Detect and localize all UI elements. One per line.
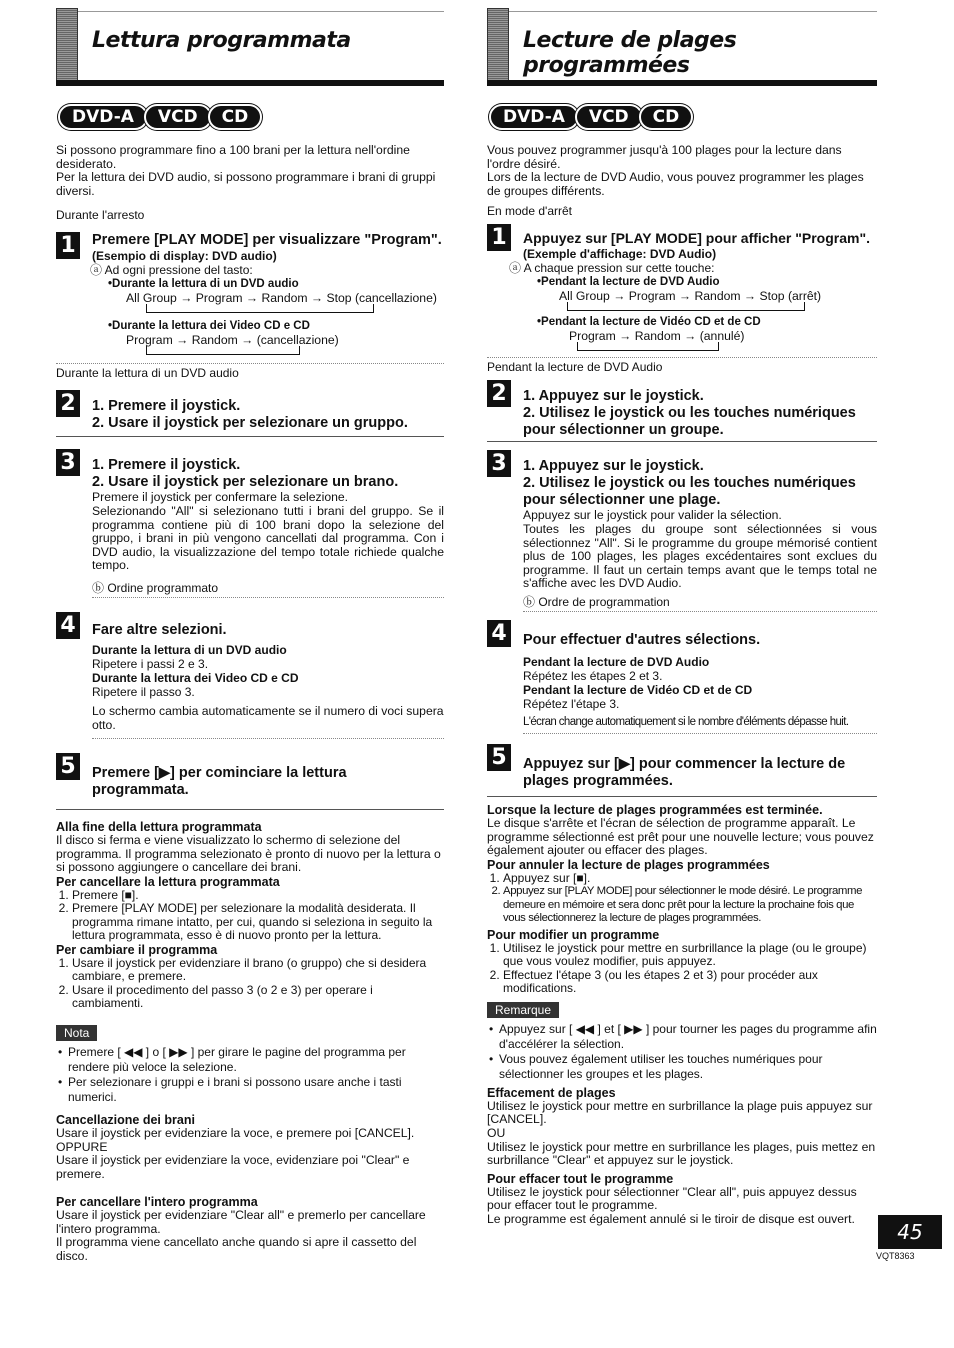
change-step: 2. Effectuez l'étape 3 (ou les étapes 2 et 3) pour procéder aux modifications. [503,969,877,996]
step-title: Appuyez sur [PLAY MODE] pour afficher "Program". [523,230,870,247]
delete-text: Utilisez le joystick pour mettre en surbrillance la plage puis appuyez sur [CANCEL]. [487,1098,873,1127]
step-5 [487,744,877,797]
step-number: 5 [487,744,511,771]
step-4 [487,620,877,649]
mode-label: En mode d'arrêt [487,204,573,219]
clear-all-text: Il programma viene cancellato anche quando si apre il cassetto del disco. [56,1235,417,1264]
vcd-mode-cycle: Program → Random → (cancellazione) [126,333,339,348]
page-number: 45 [878,1215,942,1249]
dvd-label: •Pendant la lecture de DVD Audio [537,276,720,289]
french-column [487,0,877,1226]
step-line: 2. Usare il joystick per selezionare un gruppo. [92,415,408,432]
step-title: Premere [PLAY MODE] per visualizzare "Program". [92,232,442,249]
cancel-step: 1. Appuyez sur [■]. [503,872,877,886]
vcd-badge: VCD [144,104,212,130]
mode-label: Durante l'arresto [56,208,145,223]
cancel-heading: Pour annuler la lecture de plages programmées [487,857,770,872]
program-order-note: ⓑ Ordre de programmation [523,595,877,612]
step-title: Premere [▶] per cominciare la lettura programmata. [92,765,347,799]
change-step: 1. Usare il joystick per evidenziare il brano (o gruppo) che si desidera cambiare, e premere. [72,957,444,984]
step-2 [487,380,877,442]
note-item: • Appuyez sur [ ◀◀ ] et [ ▶▶ ] pour tourner les pages du programme afin d'accélérer la sélection. [499,1022,877,1052]
step-2 [56,390,444,437]
step-text: Répétez l'étape 3. [523,696,620,711]
italian-column [56,0,444,1264]
step-text: Toutes les plages du groupe sont sélectionnées si vous sélectionnez "All". Si le programme du groupe mémorisé contient plus de 100 plages, les plages excédentaires sont exclues du programme. Il faut un certain temps avant que le temps total ne s'affiche avec les DVD Audio. [523,521,877,591]
step-line: 2. Utilisez le joystick ou les touches numériques pour sélectionner un groupe. [523,405,856,439]
clear-all-text: Usare il joystick per evidenziare "Clear all" e premerlo per cancellare l'intero programma. [56,1208,426,1236]
delete-heading: Effacement de plages [487,1085,616,1100]
step-number: 3 [487,450,511,477]
change-heading: Per cambiare il programma [56,942,218,957]
step-title: Pour effectuer d'autres sélections. [523,631,761,648]
note-item: • Vous pouvez également utiliser les touches numériques pour sélectionner les groupes et les plages. [499,1052,877,1082]
end-text: Le disque s'arrête et l'écran de sélection de programme apparaît. Le programme sélectionné est prêt pour une nouvelle lecture; vous pouvez également ajouter ou effacer des plages. [487,815,874,858]
step-3 [56,449,444,491]
step-number: 1 [56,232,80,259]
end-text: Il disco si ferma e viene visualizzato lo schermo di selezione del programma. Il programma selezionato è pronto di nuovo per la lettura o si possono aggiungere o cancellare dei brani. [56,833,441,875]
cancel-step: 2. Appuyez sur [PLAY MODE] pour sélectionner le mode désiré. Le programme demeure en mémoire et sera donc prêt pour la lecture la prochaine fois que vous sélectionnerez la lecture de plages programmées. [503,885,877,926]
document-code: VQT8363 [876,1251,915,1261]
delete-heading: Cancellazione dei brani [56,1112,195,1127]
step-number: 2 [56,390,80,417]
delete-text: Utilisez le joystick pour mettre en surbrillance les plages, puis mettez en surbrillance "Clear" et appuyez sur le joystick. [487,1139,876,1168]
step-line: 1. Premere il joystick. [92,398,241,415]
cycle-arrow [146,304,374,313]
clear-all-text: Le programme est également annulé si le tiroir de disque est ouvert. [487,1211,855,1226]
dvd-label: Durante la lettura di un DVD audio [92,642,287,657]
step-text: Premere il joystick per confermare la selezione. [92,490,349,505]
step-5 [56,753,444,810]
clear-all-heading: Per cancellare l'intero programma [56,1195,258,1210]
disc-badges [489,104,877,130]
step-text: Ripetere il passo 3. [92,684,195,699]
step-1 [56,232,444,263]
note-tag: Remarque [487,1002,559,1018]
dvd-separator: Durante la lettura di un DVD audio [56,363,444,380]
cycle-arrow [577,342,719,351]
step-4 [56,612,444,639]
intro-text: Lors de la lecture de DVD Audio, vous pouvez programmer les plages de groupes différents. [487,170,864,198]
header-bar [56,8,78,82]
step-text: Appuyez sur le joystick pour valider la sélection. [523,508,782,523]
delete-text: Usare il joystick per evidenziare la voce, e premere poi [CANCEL]. [56,1125,415,1140]
dvd-separator: Pendant la lecture de DVD Audio [487,357,877,374]
end-heading: Alla fine della lettura programmata [56,820,262,835]
section-header [56,8,444,88]
cancel-step: 2. Premere [PLAY MODE] per selezionare la modalità desiderata. Il programma rimane intatto, per cui, quando si seleziona in seguito la lettura programmata, esso è di nuovo pronto per la lettura. [72,902,444,943]
dvd-mode-cycle: All Group → Program → Random → Stop (cancellazione) [126,291,437,306]
step-number: 3 [56,449,80,476]
intro-text: Vous pouvez programmer jusqu'à 100 plages pour la lecture dans l'ordre désiré. [487,143,842,171]
cd-badge: CD [639,104,694,130]
screen-change-note: L'écran change automatiquement si le nombre d'éléments dépasse huit. [523,715,877,734]
display-example: (Exemple d'affichage: DVD Audio) [523,247,717,262]
step-number: 4 [487,620,511,647]
step-number: 2 [487,380,511,407]
dvd-label: •Durante la lettura di un DVD audio [108,278,299,291]
change-step: 2. Usare il procedimento del passo 3 (o 2 e 3) per operare i cambiamenti. [72,984,444,1011]
step-text: Selezionando "All" si selezionano tutti i brani del gruppo. Se il programma contiene più di 100 brani dopo la selezione del gruppo, i brani in più vengono cancellati dal programma. Con i DVD audio, la visualizzazione del tempo totale richiede qualche tempo. [92,503,444,573]
cd-badge: CD [208,104,263,130]
dvd-label: Pendant la lecture de DVD Audio [523,654,710,669]
vcd-label: Pendant la lecture de Vidéo CD et de CD [523,682,753,697]
note-item: • Premere [ ◀◀ ] o [ ▶▶ ] per girare le pagine del programma per rendere più veloce la selezione. [68,1045,444,1075]
header-bar [487,8,509,82]
step-title: Appuyez sur [▶] pour commencer la lecture de plages programmées. [523,755,846,789]
note-item: • Per selezionare i gruppi e i brani si possono usare anche i tasti numerici. [68,1075,444,1105]
cancel-heading: Per cancellare la lettura programmata [56,874,280,889]
delete-or: OPPURE [56,1139,108,1154]
step-3 [487,450,877,509]
intro-text: Si possono programmare fino a 100 brani per la lettura nell'ordine desiderato. [56,143,410,171]
vcd-badge: VCD [575,104,643,130]
step-line: 1. Appuyez sur le joystick. [523,458,704,475]
disc-badges [58,104,444,130]
step-text: Répétez les étapes 2 et 3. [523,668,663,683]
cycle-arrow [567,302,805,311]
step-line: 2. Utilisez le joystick ou les touches numériques pour sélectionner une plage. [523,475,856,509]
step-number: 4 [56,612,80,639]
change-step: 1. Utilisez le joystick pour mettre en surbrillance la plage (ou le groupe) que vous voulez modifier, puis appuyez. [503,942,877,969]
step-number: 1 [487,224,511,251]
intro-text: Per la lettura dei DVD audio, si possono programmare i brani di gruppi diversi. [56,170,436,198]
display-example: (Esempio di display: DVD audio) [92,249,277,264]
step-line: 1. Premere il joystick. [92,457,241,474]
section-header [487,8,877,88]
press-note: ⓐ Ad ogni pressione del tasto: [90,263,253,278]
clear-all-text: Utilisez le joystick pour sélectionner "Clear all", puis appuyez dessus pour effacer tout le programme. [487,1184,857,1213]
delete-or: OU [487,1125,506,1140]
program-order-note: ⓑ Ordine programmato [92,581,444,598]
section-title: Lettura programmata [92,28,351,53]
end-heading: Lorsque la lecture de plages programmées est terminée. [487,802,823,817]
step-line: 1. Appuyez sur le joystick. [523,388,704,405]
clear-all-heading: Pour effacer tout le programme [487,1171,674,1186]
vcd-mode-cycle: Program → Random → (annulé) [569,329,745,344]
vcd-label: •Pendant la lecture de Vidéo CD et de CD [537,316,761,329]
change-heading: Pour modifier un programme [487,927,660,942]
header-rule [56,80,444,86]
dvd-audio-badge: DVD-A [489,104,579,130]
step-number: 5 [56,753,80,780]
delete-text: Usare il joystick per evidenziare la voce, evidenziare poi "Clear" e premere. [56,1153,410,1181]
step-title: Fare altre selezioni. [92,621,227,638]
step-1 [487,224,877,261]
dvd-mode-cycle: All Group → Program → Random → Stop (arrêt) [559,289,822,304]
dvd-audio-badge: DVD-A [58,104,148,130]
step-text: Ripetere i passi 2 e 3. [92,656,209,671]
press-note: ⓐ A chaque pression sur cette touche: [509,261,715,276]
cancel-step: 1. Premere [■]. [72,889,444,903]
cycle-arrow [146,346,300,355]
step-line: 2. Usare il joystick per selezionare un brano. [92,474,399,491]
section-title: Lecture de plages programmées [523,28,737,78]
header-rule [487,80,877,86]
screen-change-note: Lo schermo cambia automaticamente se il numero di voci supera otto. [92,705,444,739]
vcd-label: •Durante la lettura dei Video CD e CD [108,320,310,333]
vcd-label: Durante la lettura dei Video CD e CD [92,670,299,685]
note-tag: Nota [56,1025,97,1041]
